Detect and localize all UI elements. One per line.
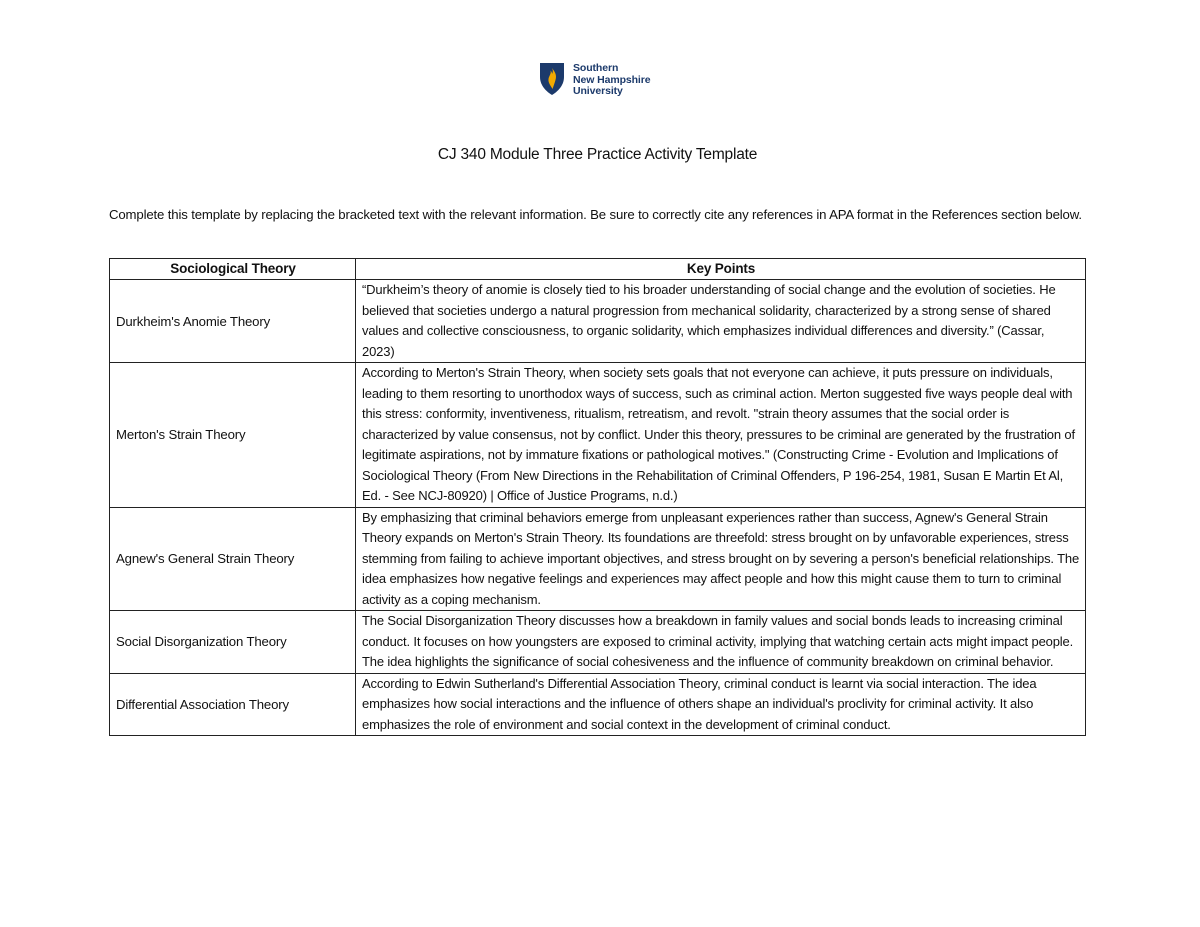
key-points-cell: According to Edwin Sutherland's Differential Association Theory, criminal conduct is learnt via social interaction. The idea emphasizes how social interactions and the influence of others shape an individual's proclivity for criminal activity. It also emphasizes the role of environment and social context in the development of criminal conduct. — [356, 673, 1086, 736]
key-points-cell: The Social Disorganization Theory discusses how a breakdown in family values and social bonds leads to increasing criminal conduct. It focuses on how youngsters are exposed to criminal activity, implying that watching certain acts might impact people. The idea highlights the significance of social cohesiveness and the influence of community breakdown on criminal behavior. — [356, 611, 1086, 674]
key-points-cell: By emphasizing that criminal behaviors emerge from unpleasant experiences rather than success, Agnew's General Strain Theory expands on Merton's Strain Theory. Its foundations are threefold: stress brought on by unfavorable experiences, stress stemming from failing to achieve important objectives, and stress brought on by severing a person's beneficial relationships. The idea emphasizes how negative feelings and experiences may affect people and how this might cause them to turn to criminal activity as a coping mechanism. — [356, 507, 1086, 611]
table-header-row — [110, 259, 1086, 280]
header-key-points: Key Points — [356, 259, 1086, 280]
page-title: CJ 340 Module Three Practice Activity Template — [437, 146, 758, 163]
theory-name-cell: Durkheim's Anomie Theory — [110, 280, 356, 363]
theory-name-cell: Merton's Strain Theory — [110, 363, 356, 508]
table-row — [110, 673, 1086, 736]
theory-table — [109, 258, 1086, 736]
table-row — [110, 507, 1086, 611]
key-points-cell: “Durkheim’s theory of anomie is closely tied to his broader understanding of social change and the evolution of societies. He believed that societies undergo a natural progression from mechanical solidarity, characterized by a strong sense of shared values and collective consciousness, to organic solidarity, which emphasizes individual differences and diversity.” (Cassar, 2023) — [356, 280, 1086, 363]
logo-line-3: University — [573, 85, 623, 97]
logo-line-2: New Hampshire — [573, 73, 651, 86]
logo-line-1: Southern — [573, 62, 619, 74]
theory-name-cell: Differential Association Theory — [110, 673, 356, 736]
table-row — [110, 611, 1086, 674]
key-points-cell: According to Merton's Strain Theory, when society sets goals that not everyone can achieve, it puts pressure on individuals, leading to them resorting to unorthodox ways of success, such as criminal action. Merton suggested five ways people deal with this stress: conformity, inventiveness, ritualism, retreatism, and revolt. "strain theory assumes that the social order is characterized by value consensus, not by conflict. Under this theory, pressures to be criminal are generated by the frustration of legitimate aspirations, not by immature fixations or pathological motives." (Constructing Crime - Evolution and Implications of Sociological Theory (From New Directions in the Rehabilitation of Criminal Offenders, P 196-254, 1981, Susan E Martin Et Al, Ed. - See NCJ-80920) | Office of Justice Programs, n.d.) — [356, 363, 1086, 508]
snhu-logo — [539, 62, 650, 98]
theory-name-cell: Agnew's General Strain Theory — [110, 507, 356, 611]
instructions-paragraph: Complete this template by replacing the bracketed text with the relevant information. Be sure to correctly cite any references in APA format in the References section below. — [109, 207, 1082, 222]
header-sociological-theory: Sociological Theory — [110, 259, 356, 280]
table-row — [110, 280, 1086, 363]
logo-wordmark — [573, 63, 650, 98]
table-row — [110, 363, 1086, 508]
theory-name-cell: Social Disorganization Theory — [110, 611, 356, 674]
snhu-shield-icon — [539, 62, 565, 96]
